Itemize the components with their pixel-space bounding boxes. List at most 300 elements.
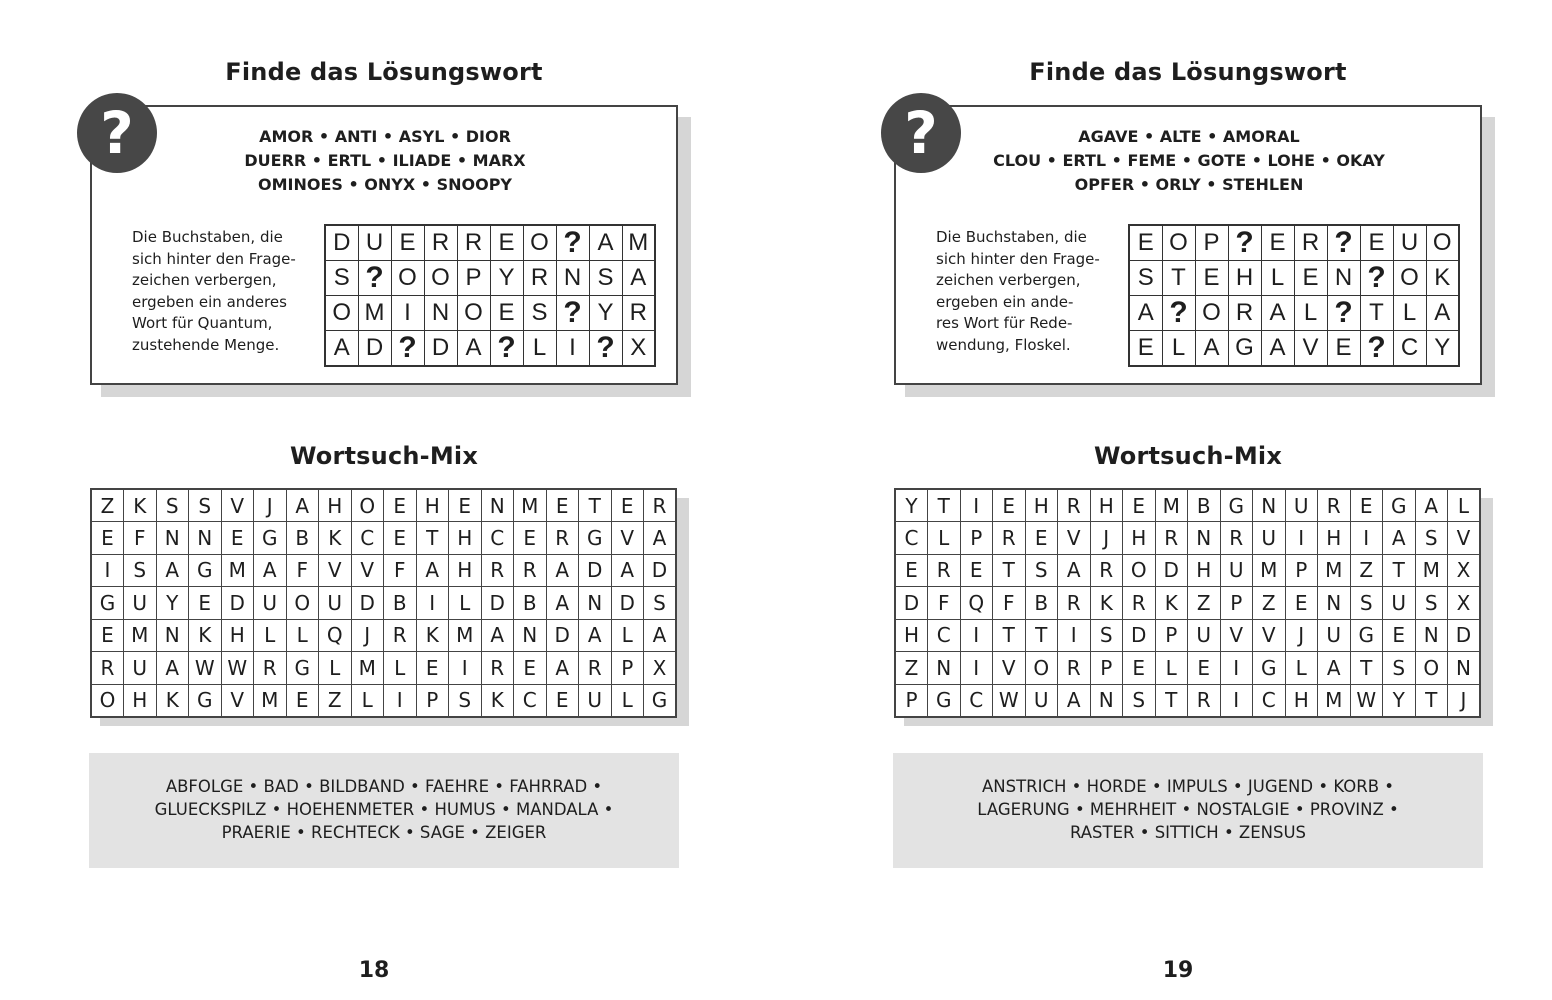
grid-cell-question: ?: [358, 261, 391, 296]
grid-cell: S: [1090, 619, 1123, 652]
grid-cell: S: [449, 684, 482, 717]
grid-cell: A: [546, 587, 579, 620]
grid-cell: X: [1448, 554, 1481, 587]
grid-cell: Z: [1253, 587, 1286, 620]
grid-cell: A: [254, 554, 287, 587]
grid-cell: I: [1285, 522, 1318, 555]
grid-cell: U: [1393, 225, 1426, 261]
grid-cell: U: [1383, 587, 1416, 620]
grid-cell: R: [514, 554, 547, 587]
grid-cell-question: ?: [391, 331, 424, 367]
grid-cell: E: [1129, 225, 1162, 261]
hint-line: sich hinter den Frage-: [936, 249, 1100, 268]
grid-cell: M: [351, 652, 384, 685]
word-line: ABFOLGE • BAD • BILDBAND • FAEHRE • FAHRRAD •: [165, 777, 603, 796]
grid-row: [91, 684, 676, 717]
grid-cell: V: [221, 489, 254, 522]
puzzle-hint: [132, 227, 322, 356]
grid-cell: R: [546, 522, 579, 555]
grid-cell: L: [1155, 652, 1188, 685]
grid-cell: A: [457, 331, 490, 367]
letter-grid: [1128, 224, 1460, 367]
grid-row: [91, 587, 676, 620]
grid-cell: M: [1415, 554, 1448, 587]
grid-cell: M: [124, 619, 157, 652]
grid-cell: V: [319, 554, 352, 587]
grid-cell: N: [1253, 489, 1286, 522]
letter-grid: [324, 224, 656, 367]
grid-cell: E: [391, 225, 424, 261]
grid-cell: O: [1162, 225, 1195, 261]
grid-cell: D: [481, 587, 514, 620]
grid-cell: R: [1058, 489, 1091, 522]
grid-cell: T: [1360, 296, 1393, 331]
grid-cell: E: [895, 554, 928, 587]
grid-cell: A: [579, 619, 612, 652]
grid-cell: A: [1261, 296, 1294, 331]
grid-cell: E: [1123, 489, 1156, 522]
grid-cell: P: [1220, 587, 1253, 620]
grid-cell: E: [1285, 587, 1318, 620]
grid-cell: R: [993, 522, 1026, 555]
grid-cell: E: [449, 489, 482, 522]
grid-row: [895, 684, 1480, 717]
grid-row: [895, 587, 1480, 620]
grid-cell: U: [124, 652, 157, 685]
grid-cell: B: [1025, 587, 1058, 620]
grid-cell: I: [91, 554, 124, 587]
word-line: GLUECKSPILZ • HOEHENMETER • HUMUS • MANDALA •: [154, 800, 614, 819]
grid-cell: I: [416, 587, 449, 620]
grid-cell: M: [1155, 489, 1188, 522]
grid-cell: P: [895, 684, 928, 717]
grid-cell: A: [1318, 652, 1351, 685]
grid-cell: T: [416, 522, 449, 555]
hint-line: ergeben ein ande-: [936, 292, 1074, 311]
grid-cell: G: [1228, 331, 1261, 367]
grid-cell: Y: [1383, 684, 1416, 717]
grid-cell-question: ?: [1360, 261, 1393, 296]
grid-row: [895, 652, 1480, 685]
grid-cell: I: [1350, 522, 1383, 555]
grid-cell: U: [1188, 619, 1221, 652]
hint-line: Die Buchstaben, die: [132, 228, 283, 246]
hint-line: Wort für Quantum,: [132, 314, 273, 332]
grid-cell: K: [481, 684, 514, 717]
grid-cell: O: [286, 587, 319, 620]
wordsearch-grid: [90, 488, 677, 718]
grid-cell: R: [91, 652, 124, 685]
grid-cell: H: [449, 554, 482, 587]
grid-cell: P: [960, 522, 993, 555]
grid-cell: L: [449, 587, 482, 620]
grid-cell: R: [1228, 296, 1261, 331]
grid-cell: D: [1123, 619, 1156, 652]
grid-cell: T: [1162, 261, 1195, 296]
puzzle-hint: [936, 227, 1126, 356]
hint-line: ergeben ein anderes: [132, 292, 287, 311]
grid-cell: L: [523, 331, 556, 367]
grid-row: [895, 554, 1480, 587]
grid-cell: C: [960, 684, 993, 717]
hint-line: zustehende Menge.: [132, 335, 280, 354]
grid-cell: B: [384, 587, 417, 620]
grid-cell: X: [1448, 587, 1481, 620]
grid-cell: E: [1261, 225, 1294, 261]
grid-cell: N: [1318, 587, 1351, 620]
grid-cell: I: [960, 652, 993, 685]
grid-cell: B: [1188, 489, 1221, 522]
grid-cell: I: [1058, 619, 1091, 652]
grid-cell: N: [1188, 522, 1221, 555]
grid-row: [325, 331, 655, 367]
grid-cell: O: [1195, 296, 1228, 331]
wordsearch-word-list: [893, 775, 1483, 844]
grid-cell: H: [1318, 522, 1351, 555]
grid-cell: S: [1129, 261, 1162, 296]
grid-cell: J: [1285, 619, 1318, 652]
grid-row: [895, 619, 1480, 652]
grid-row: [1129, 296, 1459, 331]
grid-cell: I: [1220, 652, 1253, 685]
hint-line: Die Buchstaben, die: [936, 228, 1087, 246]
question-icon: ?: [881, 93, 961, 173]
grid-cell: O: [1415, 652, 1448, 685]
grid-cell: R: [457, 225, 490, 261]
grid-cell: A: [1195, 331, 1228, 367]
grid-cell: T: [993, 619, 1026, 652]
word-line: DUERR • ERTL • ILIADE • MARX: [244, 151, 526, 170]
grid-cell: E: [1294, 261, 1327, 296]
grid-cell: V: [351, 554, 384, 587]
grid-cell: F: [384, 554, 417, 587]
grid-cell: M: [449, 619, 482, 652]
grid-cell: G: [1253, 652, 1286, 685]
grid-cell: G: [91, 587, 124, 620]
grid-cell: K: [416, 619, 449, 652]
grid-cell: F: [993, 587, 1026, 620]
grid-cell: Y: [895, 489, 928, 522]
grid-cell: D: [221, 587, 254, 620]
grid-cell: S: [589, 261, 622, 296]
grid-cell: C: [895, 522, 928, 555]
grid-cell: E: [1327, 331, 1360, 367]
grid-cell: R: [1220, 522, 1253, 555]
grid-cell: P: [1285, 554, 1318, 587]
grid-cell: G: [1220, 489, 1253, 522]
grid-cell: R: [1058, 587, 1091, 620]
grid-cell: H: [1285, 684, 1318, 717]
grid-cell: L: [351, 684, 384, 717]
grid-row: [325, 261, 655, 296]
grid-cell: Z: [91, 489, 124, 522]
grid-cell: E: [514, 652, 547, 685]
grid-cell: I: [449, 652, 482, 685]
grid-cell: V: [993, 652, 1026, 685]
grid-cell: E: [1129, 331, 1162, 367]
page-number: 18: [358, 958, 390, 983]
grid-cell: L: [1448, 489, 1481, 522]
grid-cell: E: [546, 489, 579, 522]
grid-cell: G: [286, 652, 319, 685]
grid-cell: O: [1426, 225, 1459, 261]
grid-cell: A: [1129, 296, 1162, 331]
hint-line: res Wort für Rede-: [936, 314, 1073, 332]
grid-cell: R: [1123, 587, 1156, 620]
grid-cell: H: [449, 522, 482, 555]
puzzle-word-list: [924, 125, 1454, 197]
grid-cell: Z: [319, 684, 352, 717]
grid-cell: O: [91, 684, 124, 717]
grid-row: [91, 522, 676, 555]
grid-cell: P: [1155, 619, 1188, 652]
grid-row: [1129, 331, 1459, 367]
grid-row: [325, 225, 655, 261]
grid-cell: H: [221, 619, 254, 652]
grid-cell: S: [1350, 587, 1383, 620]
grid-cell: O: [351, 489, 384, 522]
grid-cell: S: [189, 489, 222, 522]
grid-cell: A: [622, 261, 655, 296]
grid-cell: G: [189, 684, 222, 717]
grid-cell: O: [391, 261, 424, 296]
grid-cell: G: [644, 684, 677, 717]
grid-cell: R: [1058, 652, 1091, 685]
grid-cell: H: [416, 489, 449, 522]
grid-cell: R: [622, 296, 655, 331]
grid-cell: I: [556, 331, 589, 367]
grid-cell: L: [928, 522, 961, 555]
grid-cell: T: [993, 554, 1026, 587]
grid-cell: K: [1426, 261, 1459, 296]
grid-cell: X: [622, 331, 655, 367]
grid-cell: R: [254, 652, 287, 685]
hint-line: sich hinter den Frage-: [132, 249, 296, 268]
grid-cell: E: [416, 652, 449, 685]
wordsearch-title: Wortsuch-Mix: [1093, 442, 1283, 470]
grid-cell: I: [960, 489, 993, 522]
grid-cell: E: [1350, 489, 1383, 522]
grid-cell-question: ?: [1162, 296, 1195, 331]
grid-cell: W: [993, 684, 1026, 717]
grid-cell: O: [1025, 652, 1058, 685]
grid-cell: E: [221, 522, 254, 555]
grid-cell: Y: [1426, 331, 1459, 367]
grid-cell: A: [416, 554, 449, 587]
grid-cell: R: [384, 619, 417, 652]
grid-cell: R: [424, 225, 457, 261]
grid-cell: U: [1285, 489, 1318, 522]
grid-cell: E: [91, 619, 124, 652]
grid-cell: S: [644, 587, 677, 620]
grid-cell: S: [325, 261, 358, 296]
word-line: AGAVE • ALTE • AMORAL: [1078, 127, 1300, 146]
grid-cell: N: [1090, 684, 1123, 717]
grid-cell: L: [286, 619, 319, 652]
grid-cell: A: [1426, 296, 1459, 331]
word-line: ANSTRICH • HORDE • IMPULS • JUGEND • KORB •: [982, 777, 1394, 796]
grid-cell: Z: [1350, 554, 1383, 587]
grid-cell: R: [1155, 522, 1188, 555]
grid-row: [91, 652, 676, 685]
grid-cell: W: [1350, 684, 1383, 717]
grid-cell: T: [579, 489, 612, 522]
grid-cell: E: [490, 225, 523, 261]
grid-cell: L: [1393, 296, 1426, 331]
grid-cell: T: [1155, 684, 1188, 717]
word-line: LAGERUNG • MEHRHEIT • NOSTALGIE • PROVINZ •: [977, 800, 1399, 819]
grid-cell: F: [286, 554, 319, 587]
wordsearch-title: Wortsuch-Mix: [289, 442, 479, 470]
grid-cell-question: ?: [1228, 225, 1261, 261]
grid-cell: S: [1415, 522, 1448, 555]
grid-row: [91, 489, 676, 522]
grid-cell: J: [351, 619, 384, 652]
grid-cell: C: [481, 522, 514, 555]
grid-cell: D: [611, 587, 644, 620]
page-number: 19: [1162, 958, 1194, 983]
grid-cell: A: [286, 489, 319, 522]
grid-row: [895, 489, 1480, 522]
grid-cell: B: [514, 587, 547, 620]
grid-cell: F: [928, 587, 961, 620]
word-line: RASTER • SITTICH • ZENSUS: [1069, 823, 1307, 842]
grid-cell: P: [416, 684, 449, 717]
grid-cell: O: [523, 225, 556, 261]
grid-row: [91, 554, 676, 587]
grid-cell: A: [1383, 522, 1416, 555]
grid-cell: N: [514, 619, 547, 652]
grid-cell: J: [254, 489, 287, 522]
grid-cell: S: [1025, 554, 1058, 587]
grid-cell: C: [1253, 684, 1286, 717]
grid-cell: E: [490, 296, 523, 331]
grid-cell: E: [611, 489, 644, 522]
word-line: CLOU • ERTL • FEME • GOTE • LOHE • OKAY: [993, 151, 1385, 170]
grid-cell: I: [960, 619, 993, 652]
grid-cell: V: [1058, 522, 1091, 555]
grid-cell: D: [895, 587, 928, 620]
grid-cell: T: [1415, 684, 1448, 717]
grid-cell: V: [1448, 522, 1481, 555]
grid-cell: C: [928, 619, 961, 652]
grid-cell: N: [1327, 261, 1360, 296]
hint-line: zeichen verbergen,: [936, 271, 1081, 289]
grid-cell: A: [546, 652, 579, 685]
word-line: AMOR • ANTI • ASYL • DIOR: [259, 127, 511, 146]
grid-cell: K: [1155, 587, 1188, 620]
grid-cell: E: [189, 587, 222, 620]
grid-cell-question: ?: [556, 225, 589, 261]
grid-cell: M: [514, 489, 547, 522]
grid-cell: N: [579, 587, 612, 620]
grid-cell-question: ?: [490, 331, 523, 367]
grid-cell: U: [1025, 684, 1058, 717]
grid-cell: E: [546, 684, 579, 717]
grid-cell: U: [358, 225, 391, 261]
grid-cell: T: [1025, 619, 1058, 652]
grid-cell: R: [1090, 554, 1123, 587]
grid-cell: A: [589, 225, 622, 261]
grid-cell: E: [384, 522, 417, 555]
grid-cell: O: [457, 296, 490, 331]
grid-cell: L: [384, 652, 417, 685]
grid-cell: L: [611, 619, 644, 652]
grid-cell: D: [579, 554, 612, 587]
puzzle-word-list: [120, 125, 650, 197]
grid-cell: E: [1360, 225, 1393, 261]
grid-cell: A: [611, 554, 644, 587]
grid-cell: U: [319, 587, 352, 620]
grid-cell: M: [254, 684, 287, 717]
grid-cell: V: [221, 684, 254, 717]
grid-cell: H: [1188, 554, 1221, 587]
grid-cell: P: [457, 261, 490, 296]
grid-cell: D: [351, 587, 384, 620]
grid-cell: A: [546, 554, 579, 587]
grid-cell: Y: [156, 587, 189, 620]
grid-cell: U: [1220, 554, 1253, 587]
wordsearch-word-box: [89, 753, 679, 868]
grid-cell: V: [1253, 619, 1286, 652]
grid-cell: M: [358, 296, 391, 331]
grid-cell: Y: [589, 296, 622, 331]
grid-cell: L: [611, 684, 644, 717]
grid-cell: A: [1261, 331, 1294, 367]
grid-cell: G: [928, 684, 961, 717]
grid-cell: N: [189, 522, 222, 555]
grid-cell: P: [1195, 225, 1228, 261]
grid-cell: I: [391, 296, 424, 331]
grid-row: [1129, 261, 1459, 296]
grid-cell: D: [325, 225, 358, 261]
grid-cell: A: [156, 554, 189, 587]
grid-cell: N: [156, 522, 189, 555]
grid-cell: N: [1415, 619, 1448, 652]
grid-cell: J: [1448, 684, 1481, 717]
grid-cell: E: [286, 684, 319, 717]
grid-cell: S: [1383, 652, 1416, 685]
page-right: [804, 0, 1552, 1000]
grid-cell: H: [1090, 489, 1123, 522]
grid-cell: O: [1393, 261, 1426, 296]
hint-line: wendung, Floskel.: [936, 335, 1071, 354]
grid-cell: K: [124, 489, 157, 522]
grid-cell: D: [358, 331, 391, 367]
grid-cell: T: [1383, 554, 1416, 587]
grid-cell: H: [124, 684, 157, 717]
grid-row: [1129, 225, 1459, 261]
grid-cell: D: [1155, 554, 1188, 587]
grid-cell: Q: [960, 587, 993, 620]
grid-cell: M: [1318, 554, 1351, 587]
grid-cell: K: [156, 684, 189, 717]
grid-cell: A: [644, 619, 677, 652]
grid-cell: N: [928, 652, 961, 685]
grid-cell-question: ?: [556, 296, 589, 331]
grid-cell: Q: [319, 619, 352, 652]
grid-cell: E: [1195, 261, 1228, 296]
grid-cell: U: [124, 587, 157, 620]
word-line: OPFER • ORLY • STEHLEN: [1074, 175, 1304, 194]
grid-cell: C: [514, 684, 547, 717]
grid-row: [91, 619, 676, 652]
grid-cell: G: [254, 522, 287, 555]
grid-cell: G: [1350, 619, 1383, 652]
grid-cell: R: [644, 489, 677, 522]
grid-cell: O: [1123, 554, 1156, 587]
grid-cell: Y: [490, 261, 523, 296]
